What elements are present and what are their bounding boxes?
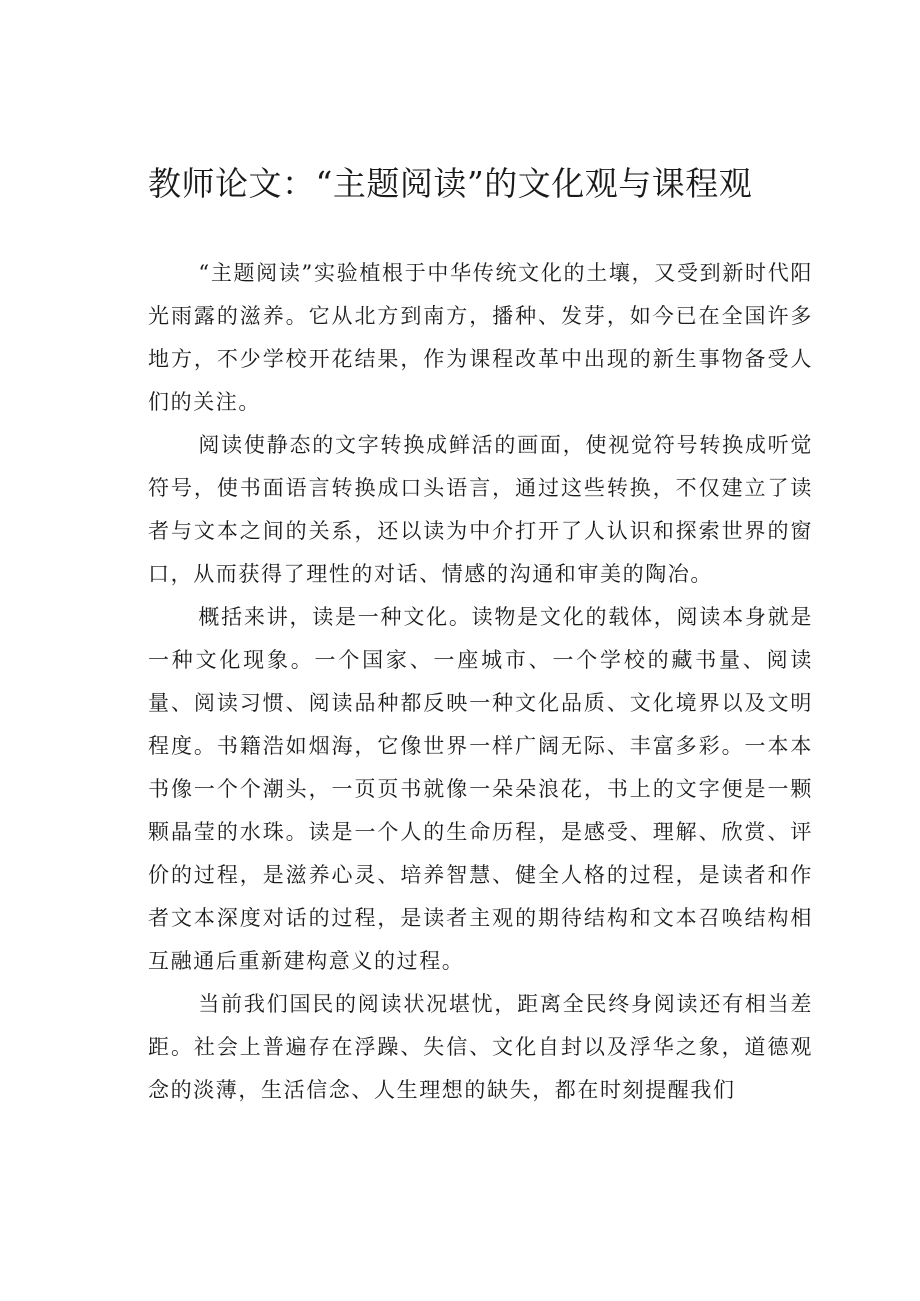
document-title: 教师论文：“主题阅读”的文化观与课程观 [148, 164, 753, 203]
paragraph-3: 概括来讲，读是一种文化。读物是文化的载体，阅读本身就是一种文化现象。一个国家、一座城市、一个学校的藏书量、阅读量、阅读习惯、阅读品种都反映一种文化品质、文化境界以及文明程度。书籍浩如烟海，它像世界一样广阔无际、丰富多彩。一本本书像一个个潮头，一页页书就像一朵朵浪花，书上的文字便是一颗颗晶莹的水珠。读是一个人的生命历程，是感受、理解、欣赏、评价的过程，是滋养心灵、培养智慧、健全人格的过程，是读者和作者文本深度对话的过程，是读者主观的期待结构和文本召唤结构相互融通后重新建构意义的过程。 [148, 605, 813, 973]
document-body [148, 252, 813, 1112]
paragraph-4: 当前我们国民的阅读状况堪忧，距离全民终身阅读还有相当差距。社会上普遍存在浮躁、失信、文化自封以及浮华之象，道德观念的淡薄，生活信念、人生理想的缺失，都在时刻提醒我们 [148, 992, 813, 1102]
paragraph-2: 阅读使静态的文字转换成鲜活的画面，使视觉符号转换成听觉符号，使书面语言转换成口头语言，通过这些转换，不仅建立了读者与文本之间的关系，还以读为中介打开了人认识和探索世界的窗口，从而获得了理性的对话、情感的沟通和审美的陶冶。 [148, 433, 813, 586]
paragraph-1: “主题阅读”实验植根于中华传统文化的土壤，又受到新时代阳光雨露的滋养。它从北方到南方，播种、发芽，如今已在全国许多地方，不少学校开花结果，作为课程改革中出现的新生事物备受人们的关注。 [148, 261, 813, 414]
